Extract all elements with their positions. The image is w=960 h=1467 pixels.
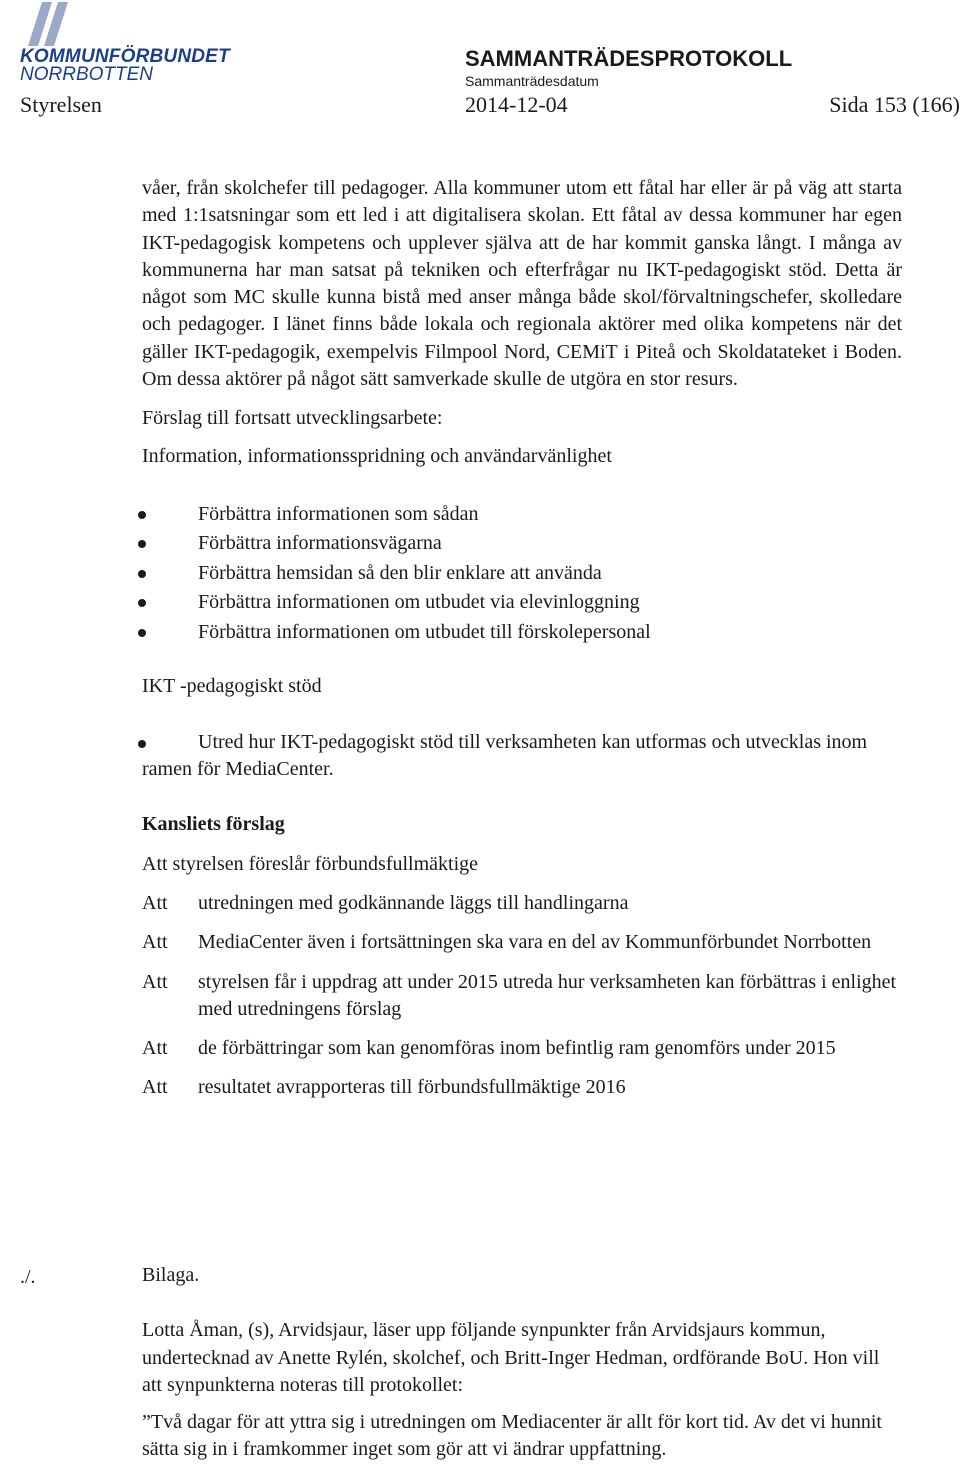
bullet-icon (138, 740, 146, 748)
list-item: Förbättra informationen om utbudet till förskolepersonal (142, 618, 902, 648)
logo-stripes-icon (24, 2, 76, 46)
att-text: resultatet avrapporteras till förbundsfullmäktige 2016 (198, 1076, 626, 1099)
organ-name: Styrelsen (20, 92, 102, 117)
att-label: Att (142, 970, 168, 993)
list-item: Förbättra informationen om utbudet via elevinloggning (142, 588, 902, 618)
info-heading: Information, informationsspridning och användarvänlighet (142, 444, 612, 467)
att-text: utredningen med godkännande läggs till handlingarna (198, 891, 629, 914)
list-item: Förbättra hemsidan så den blir enklare att använda (142, 559, 902, 589)
att-label: Att (142, 891, 168, 914)
quote-paragraph: ”Två dagar för att yttra sig i utredningen om Mediacenter är allt för kort tid. Av det vi hunnit sätta sig in i framkommer inget som gör att vi ändrar uppfattning. (142, 1411, 882, 1461)
statement-paragraph: Lotta Åman, (s), Arvidsjaur, läser upp följande synpunkter från Arvidsjaurs kommun, undertecknad av Anette Rylén, skolchef, och Britt-Inger Hedman, ordförande BoU. Hon vill att synpunkterna noteras till protokollet: (142, 1319, 880, 1396)
att-item (142, 969, 902, 1024)
kansli-heading: Kansliets förslag (142, 813, 285, 836)
ikt-bullet-text: Utred hur IKT-pedagogiskt stöd till verksamheten kan utformas och utvecklas inom ramen för MediaCenter. (142, 730, 868, 781)
att-item (142, 1074, 902, 1101)
ikt-heading: IKT -pedagogiskt stöd (142, 675, 322, 698)
meeting-date: 2014-12-04 (465, 92, 568, 117)
document-subtitle: Sammanträdesdatum (465, 73, 599, 89)
document-body (142, 175, 902, 1102)
att-label: Att (142, 931, 168, 954)
margin-marker: ./. (20, 1266, 36, 1288)
att-item (142, 929, 902, 956)
att-label: Att (142, 1076, 168, 1099)
list-item: Förbättra informationsvägarna (142, 529, 902, 559)
att-text: MediaCenter även i fortsättningen ska vara en del av Kommunförbundet Norrbotten (198, 931, 872, 954)
ikt-bullet-item (142, 729, 902, 784)
body-paragraph: våer, från skolchefer till pedagoger. Alla kommuner utom ett fåtal har eller är på väg att starta med 1:1satsningar som ett led i att digitalisera skolan. Ett fåtal av dessa kommuner har egen IKT-pedagogisk kompetens och upplever själva att de har kommit ganska långt. I många av kommunerna har man satsat på tekniken och efterfrågar nu IKT-pedagogiskt stöd. Detta är något som MC skulle kunna bistå med anser många både skol/förvaltningschefer, skolledare och pedagoger. I länet finns både lokala och regionala aktörer med olika kompetens när det gäller IKT-pedagogik, exempelvis Filmpool Nord, CEMiT i Piteå och Skoldatateket i Boden. Om dessa aktörer på något sätt samverkade skulle de utgöra en stor resurs. (142, 177, 902, 391)
att-item (142, 890, 902, 917)
info-bullet-list (142, 500, 902, 648)
proposal-intro: Förslag till fortsatt utvecklingsarbete: (142, 407, 443, 430)
logo-name: KOMMUNFÖRBUNDET (20, 46, 230, 67)
document-title: SAMMANTRÄDESPROTOKOLL (465, 46, 793, 71)
att-text: de förbättringar som kan genomföras inom befintlig ram genomförs under 2015 (198, 1037, 836, 1060)
att-label: Att (142, 1037, 168, 1060)
kansli-intro: Att styrelsen föreslår förbundsfullmäktige (142, 852, 479, 875)
att-item (142, 1035, 902, 1062)
list-item: Förbättra informationen som sådan (142, 500, 902, 530)
logo-region: NORRBOTTEN (20, 64, 153, 85)
att-text: styrelsen får i uppdrag att under 2015 utreda hur verksamheten kan förbättras i enlighet med utredningens förslag (198, 970, 897, 1020)
page-number: Sida 153 (166) (829, 92, 960, 117)
tail-section (142, 1262, 902, 1464)
attachment-label: Bilaga. (142, 1264, 200, 1286)
